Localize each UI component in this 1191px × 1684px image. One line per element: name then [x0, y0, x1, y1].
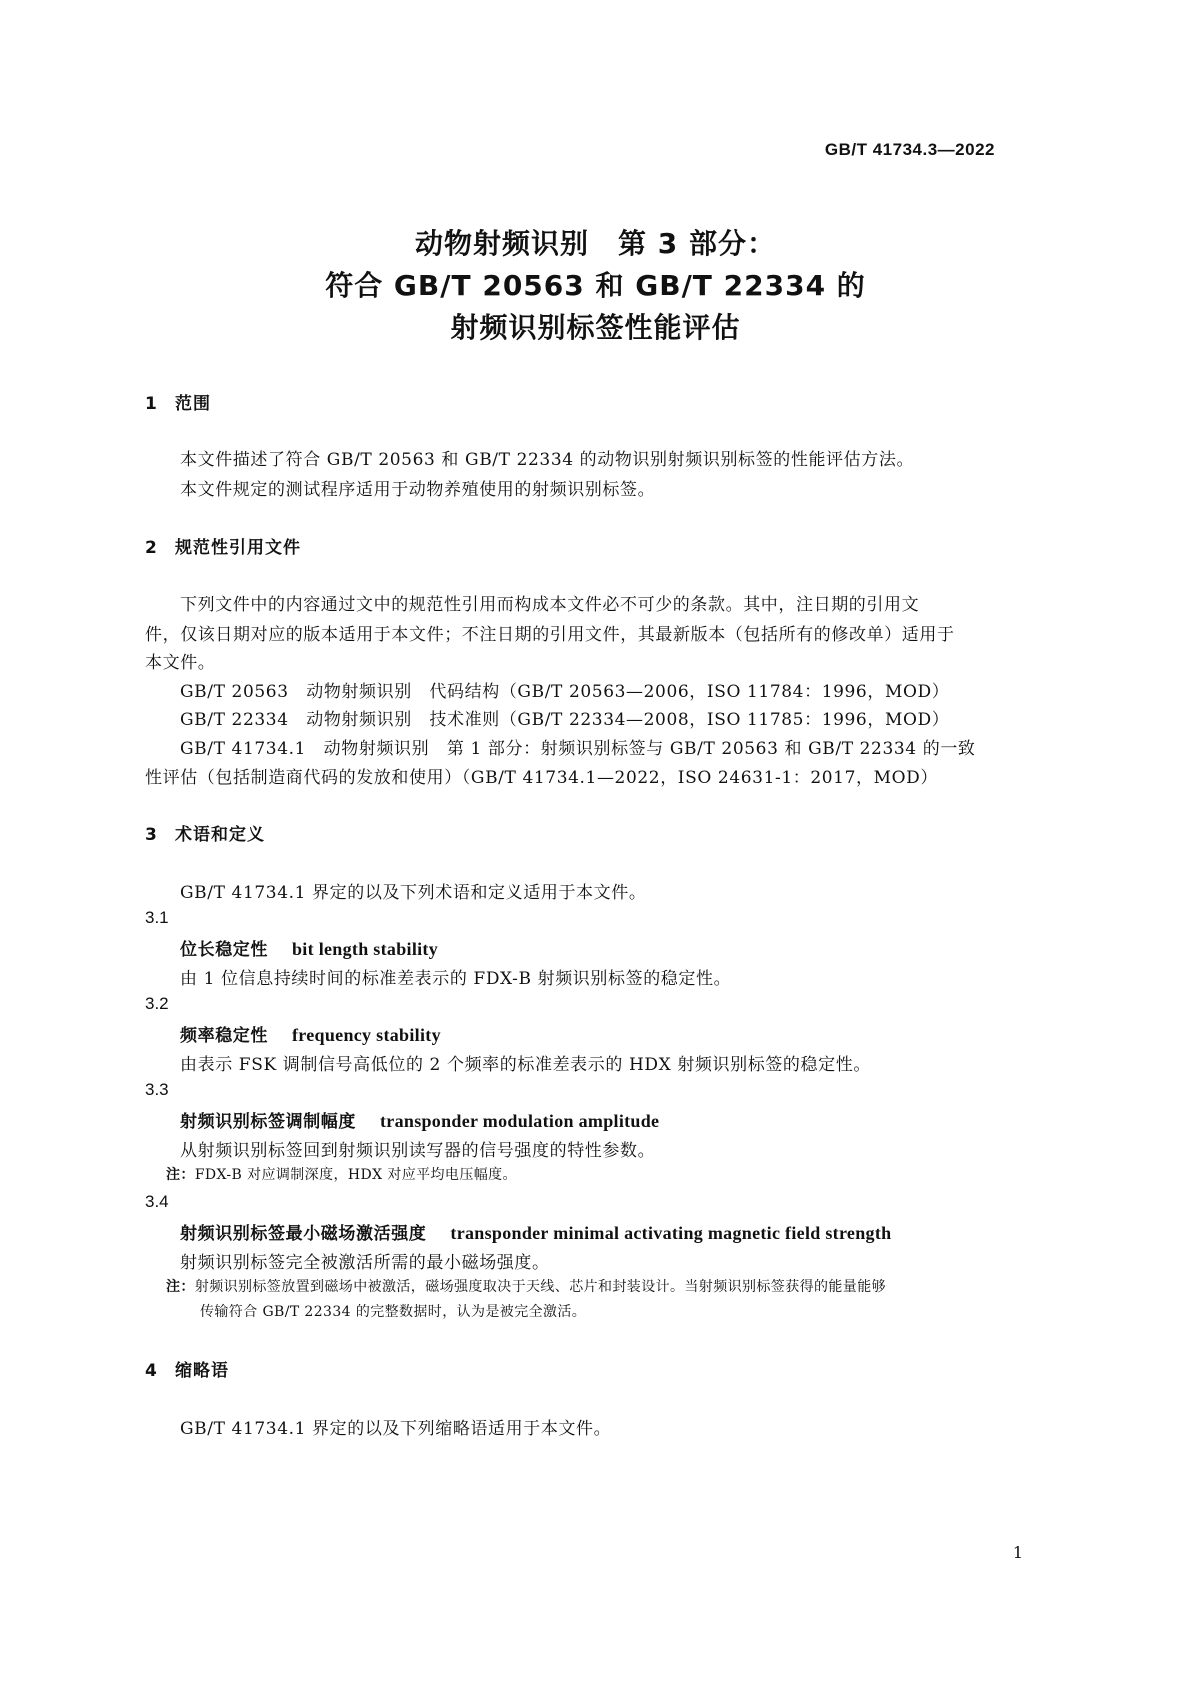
term-zh: 射频识别标签调制幅度: [180, 1112, 356, 1132]
section-number: 3: [145, 825, 158, 845]
term-en: transponder modulation amplitude: [380, 1111, 660, 1131]
term-number: 3.4: [145, 1192, 169, 1211]
term-note-continuation: 传输符合 GB/T 22334 的完整数据时，认为是被完全激活。: [200, 1304, 587, 1320]
section-number: 1: [145, 394, 158, 414]
term-heading: [180, 1107, 659, 1132]
standard-number: GB/T 41734.3—2022: [824, 140, 995, 159]
term-number: 3.2: [145, 994, 169, 1013]
term-definition: 射频识别标签完全被激活所需的最小磁场强度。: [180, 1253, 550, 1273]
reference-gbt-41734-1-line-1: GB/T 41734.1 动物射频识别 第 1 部分：射频识别标签与 GB/T 20563 和 GB/T 22334 的一致: [180, 739, 976, 759]
term-note: [166, 1164, 517, 1184]
section-1-heading: [145, 389, 211, 414]
term-heading: [180, 1021, 441, 1046]
reference-gbt-22334: GB/T 22334 动物射频识别 技术准则（GB/T 22334—2008，ISO 11785：1996，MOD）: [180, 710, 950, 730]
note-text-line-1: 射频识别标签放置到磁场中被激活，磁场强度取决于天线、芯片和封装设计。当射频识别标签获得的能量能够: [194, 1279, 887, 1295]
normative-refs-intro-line-2: 件，仅该日期对应的版本适用于本文件；不注日期的引用文件，其最新版本（包括所有的修改单）适用于: [145, 625, 955, 645]
document-title-line-3: 射频识别标签性能评估: [450, 311, 741, 344]
term-definition: 从射频识别标签回到射频识别读写器的信号强度的特性参数。: [180, 1141, 656, 1161]
section-number: 2: [145, 538, 158, 558]
abbreviations-intro: GB/T 41734.1 界定的以及下列缩略语适用于本文件。: [180, 1419, 612, 1439]
section-3-heading: [145, 820, 265, 845]
note-label: 注：: [166, 1279, 195, 1295]
section-4-heading: [145, 1356, 229, 1381]
terms-intro: GB/T 41734.1 界定的以及下列术语和定义适用于本文件。: [180, 883, 647, 903]
section-number: 4: [145, 1361, 158, 1381]
note-label: 注：: [166, 1167, 195, 1183]
page-number: 1: [1012, 1543, 1023, 1562]
normative-refs-intro-line-3: 本文件。: [145, 653, 216, 673]
document-title-line-2: 符合 GB/T 20563 和 GB/T 22334 的: [325, 269, 866, 302]
document-title-line-1: 动物射频识别 第 3 部分：: [415, 227, 776, 260]
section-title: 规范性引用文件: [175, 538, 301, 558]
note-text: FDX-B 对应调制深度，HDX 对应平均电压幅度。: [194, 1167, 517, 1183]
term-en: frequency stability: [292, 1025, 441, 1045]
term-zh: 频率稳定性: [180, 1026, 268, 1046]
term-zh: 射频识别标签最小磁场激活强度: [180, 1224, 427, 1244]
term-number: 3.1: [145, 908, 169, 927]
term-definition: 由 1 位信息持续时间的标准差表示的 FDX-B 射频识别标签的稳定性。: [180, 969, 732, 989]
term-en: transponder minimal activating magnetic field strength: [450, 1223, 892, 1243]
term-en: bit length stability: [292, 939, 439, 959]
term-definition: 由表示 FSK 调制信号高低位的 2 个频率的标准差表示的 HDX 射频识别标签的稳定性。: [180, 1055, 871, 1075]
section-title: 范围: [175, 394, 211, 414]
section-title: 术语和定义: [175, 825, 265, 845]
scope-paragraph-1: 本文件描述了符合 GB/T 20563 和 GB/T 22334 的动物识别射频识别标签的性能评估方法。: [180, 450, 915, 470]
term-heading: [180, 1219, 891, 1244]
normative-refs-intro-line-1: 下列文件中的内容通过文中的规范性引用而构成本文件必不可少的条款。其中，注日期的引用文: [180, 595, 920, 615]
section-title: 缩略语: [175, 1361, 229, 1381]
term-note: [166, 1276, 886, 1296]
reference-gbt-41734-1-line-2: 性评估（包括制造商代码的发放和使用）（GB/T 41734.1—2022，ISO 24631-1：2017，MOD）: [145, 768, 938, 788]
term-zh: 位长稳定性: [180, 940, 268, 960]
term-number: 3.3: [145, 1080, 169, 1099]
term-heading: [180, 935, 438, 960]
scope-paragraph-2: 本文件规定的测试程序适用于动物养殖使用的射频识别标签。: [180, 480, 656, 500]
reference-gbt-20563: GB/T 20563 动物射频识别 代码结构（GB/T 20563—2006，ISO 11784：1996，MOD）: [180, 682, 950, 702]
section-2-heading: [145, 533, 301, 558]
